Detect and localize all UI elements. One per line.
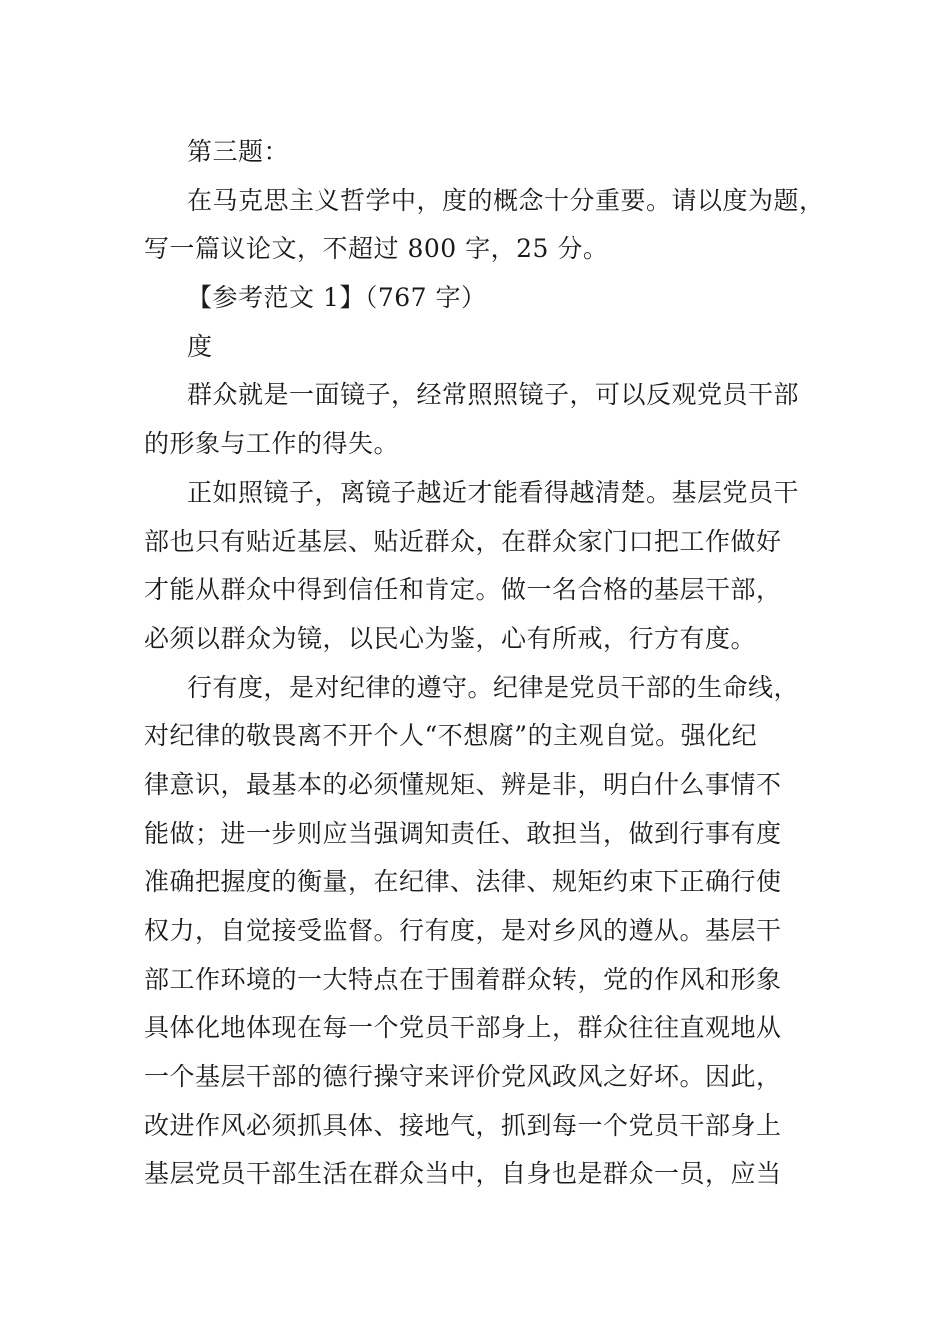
text-line: 的形象与工作的得失。 <box>144 429 400 459</box>
text-line: 度 <box>187 331 213 361</box>
document-body <box>144 128 825 1199</box>
text-line: 一个基层干部的德行操守来评价党风政风之好坏。因此， <box>144 1062 782 1092</box>
text-line: 正如照镜子，离镜子越近才能看得越清楚。基层党员干 <box>187 477 800 507</box>
text-line: 行有度，是对纪律的遵守。纪律是党员干部的生命线， <box>187 672 800 702</box>
text-line: 能做；进一步则应当强调知责任、敢担当，做到行事有度 <box>144 818 782 848</box>
text-line: 改进作风必须抓具体、接地气，抓到每一个党员干部身上 <box>144 1110 782 1140</box>
text-line: 才能从群众中得到信任和肯定。做一名合格的基层干部， <box>144 575 782 605</box>
text-line: 在马克思主义哲学中，度的概念十分重要。请以度为题， <box>187 185 825 215</box>
text-line: 部工作环境的一大特点在于围着群众转，党的作风和形象 <box>144 964 782 994</box>
text-line: 具体化地体现在每一个党员干部身上，群众往往直观地从 <box>144 1013 782 1043</box>
text-line: 必须以群众为镜，以民心为鉴，心有所戒，行方有度。 <box>144 623 757 653</box>
text-line: 律意识，最基本的必须懂规矩、辨是非，明白什么事情不 <box>144 769 782 799</box>
text-line: 写一篇议论文，不超过 800 字，25 分。 <box>144 234 609 264</box>
text-line: 基层党员干部生活在群众当中，自身也是群众一员，应当 <box>144 1159 782 1189</box>
text-line: 第三题： <box>187 137 290 166</box>
text-line: 对纪律的敬畏离不开个人“不想腐”的主观自觉。强化纪 <box>144 721 758 751</box>
text-line: 群众就是一面镜子，经常照照镜子，可以反观党员干部 <box>187 380 800 410</box>
text-line: 准确把握度的衡量，在纪律、法律、规矩约束下正确行使 <box>144 867 782 897</box>
text-line: 权力，自觉接受监督。行有度，是对乡风的遵从。基层干 <box>144 916 782 945</box>
text-line: 【参考范文 1】（767 字） <box>187 283 487 313</box>
text-line: 部也只有贴近基层、贴近群众，在群众家门口把工作做好 <box>144 526 782 556</box>
